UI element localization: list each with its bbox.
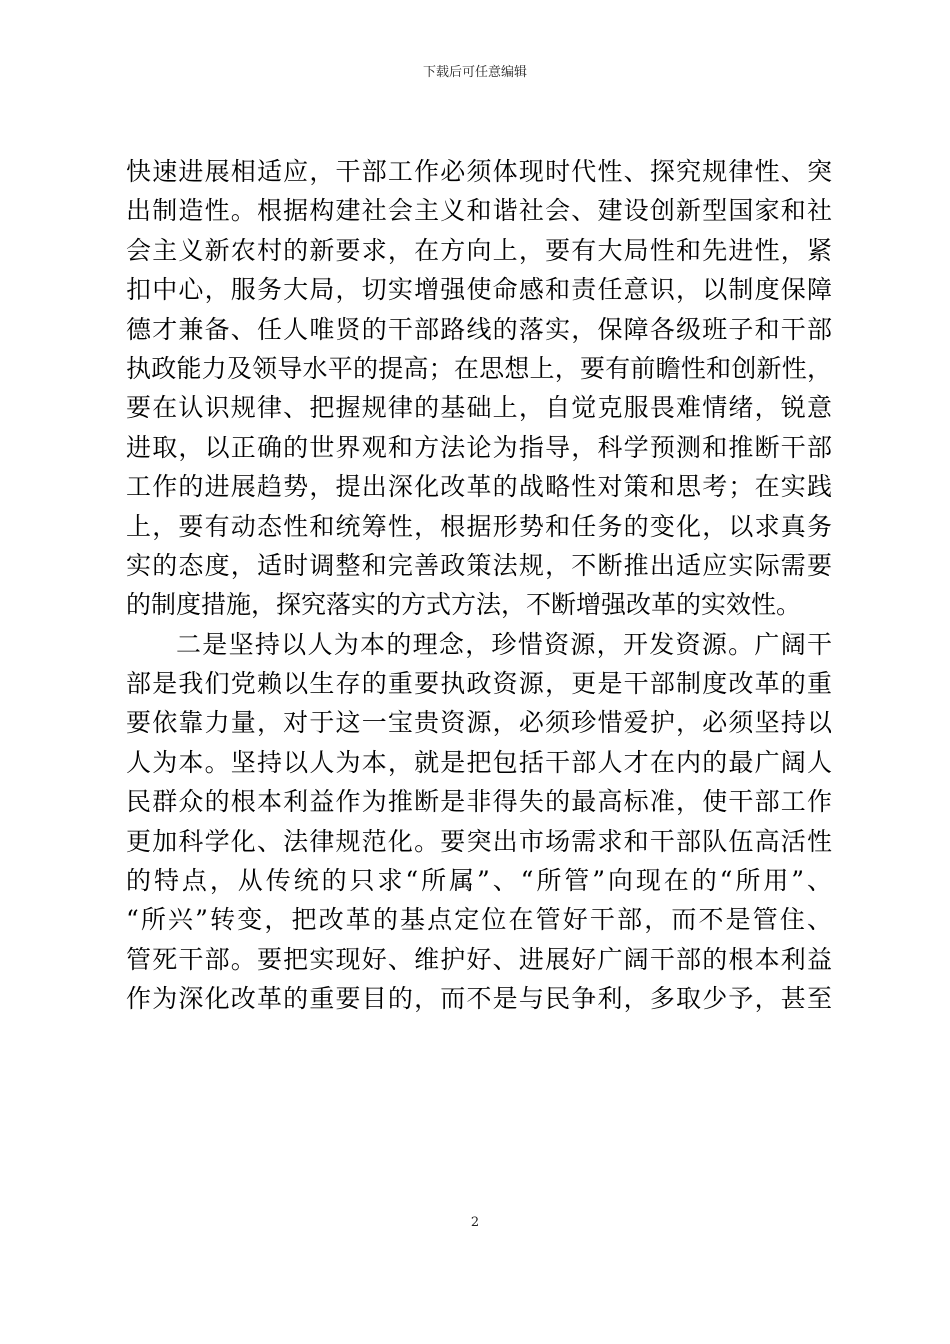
text-line: 作为深化改革的重要目的，而不是与民争利，多取少予，甚至 xyxy=(126,984,832,1014)
text-line: 上，要有动态性和统筹性，根据形势和任务的变化，以求真务 xyxy=(126,511,832,541)
text-line: 的制度措施，探究落实的方式方法，不断增强改革的实效性。 xyxy=(126,590,802,620)
page-number: 2 xyxy=(470,1215,480,1230)
text-line: 管死干部。要把实现好、维护好、进展好广阔干部的根本利益 xyxy=(126,944,832,974)
text-line: 的特点，从传统的只求“所属”、“所管”向现在的“所用”、 xyxy=(126,866,832,896)
text-line: 工作的进展趋势，提出深化改革的战略性对策和思考；在实践 xyxy=(126,472,832,502)
text-line: 执政能力及领导水平的提高；在思想上，要有前瞻性和创新性， xyxy=(126,353,832,383)
text-line: 部是我们党赖以生存的重要执政资源，更是干部制度改革的重 xyxy=(126,669,832,699)
text-line: 德才兼备、任人唯贤的干部路线的落实，保障各级班子和干部 xyxy=(126,314,832,344)
text-line: 要依靠力量，对于这一宝贵资源，必须珍惜爱护，必须坚持以 xyxy=(126,708,832,738)
paragraph-first-line: 二是坚持以人为本的理念，珍惜资源，开发资源。广阔干 xyxy=(176,629,832,659)
text-line: “所兴”转变，把改革的基点定位在管好干部，而不是管住、 xyxy=(126,905,832,935)
text-line: 扣中心，服务大局，切实增强使命感和责任意识，以制度保障 xyxy=(126,275,832,305)
text-line: 快速进展相适应，干部工作必须体现时代性、探究规律性、突 xyxy=(126,157,832,186)
text-line: 人为本。坚持以人为本，就是把包括干部人才在内的最广阔人 xyxy=(126,747,832,777)
text-line: 实的态度，适时调整和完善政策法规，不断推出适应实际需要 xyxy=(126,550,832,580)
page-header-note: 下载后可任意编辑 xyxy=(422,65,527,80)
text-line: 更加科学化、法律规范化。要突出市场需求和干部队伍高活性 xyxy=(126,826,832,856)
text-line: 出制造性。根据构建社会主义和谐社会、建设创新型国家和社 xyxy=(126,196,832,226)
body-text xyxy=(126,152,832,1019)
text-line: 民群众的根本利益作为推断是非得失的最高标准，使干部工作 xyxy=(126,787,832,817)
text-line: 要在认识规律、把握规律的基础上，自觉克服畏难情绪，锐意 xyxy=(126,393,832,423)
text-line: 进取，以正确的世界观和方法论为指导，科学预测和推断干部 xyxy=(126,432,832,462)
text-line: 会主义新农村的新要求，在方向上，要有大局性和先进性，紧 xyxy=(126,235,832,265)
